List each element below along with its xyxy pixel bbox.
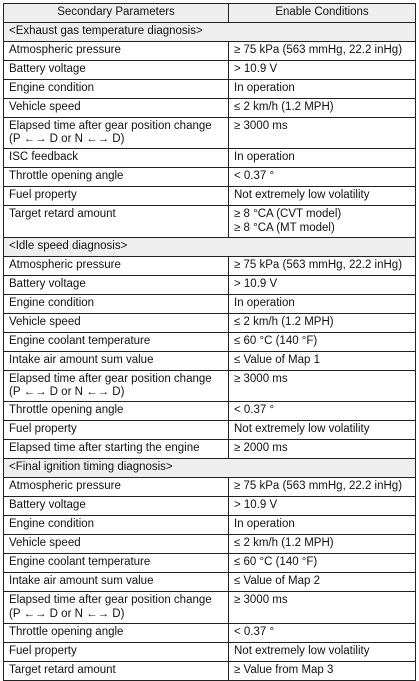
parameter-cell: Atmospheric pressure (4, 42, 229, 61)
parameter-cell: Target retard amount (4, 661, 229, 680)
condition-cell: ≥ 3000 ms (229, 592, 416, 623)
parameter-cell: Engine condition (4, 516, 229, 535)
condition-cell: ≤ 60 °C (140 °F) (229, 332, 416, 351)
table-row (4, 332, 416, 351)
parameter-cell: Throttle opening angle (4, 623, 229, 642)
table-row (4, 99, 416, 118)
section-title: <Exhaust gas temperature diagnosis> (4, 23, 416, 42)
condition-cell: > 10.9 V (229, 275, 416, 294)
parameter-cell: Atmospheric pressure (4, 256, 229, 275)
parameter-cell: Battery voltage (4, 61, 229, 80)
condition-cell: In operation (229, 80, 416, 99)
table-row (4, 440, 416, 459)
section-title: <Idle speed diagnosis> (4, 237, 416, 256)
table-row (4, 187, 416, 206)
parameter-cell: Fuel property (4, 187, 229, 206)
parameter-cell: Throttle opening angle (4, 402, 229, 421)
parameter-cell: Throttle opening angle (4, 168, 229, 187)
table-row (4, 168, 416, 187)
table-row (4, 61, 416, 80)
table-row (4, 42, 416, 61)
header-enable-conditions: Enable Conditions (229, 4, 416, 23)
parameter-cell: Target retard amount (4, 206, 229, 237)
table-row (4, 402, 416, 421)
condition-cell: < 0.37 ° (229, 168, 416, 187)
condition-cell: ≥ 75 kPa (563 mmHg, 22.2 inHg) (229, 478, 416, 497)
parameter-cell: Battery voltage (4, 497, 229, 516)
condition-cell: > 10.9 V (229, 61, 416, 80)
condition-cell: ≥ 3000 ms (229, 370, 416, 401)
table-row (4, 516, 416, 535)
condition-cell: ≤ 2 km/h (1.2 MPH) (229, 535, 416, 554)
table-row (4, 294, 416, 313)
parameter-cell: Atmospheric pressure (4, 478, 229, 497)
parameter-cell: Vehicle speed (4, 99, 229, 118)
parameter-cell: Vehicle speed (4, 313, 229, 332)
parameter-cell: Fuel property (4, 421, 229, 440)
parameter-cell: Engine coolant temperature (4, 332, 229, 351)
table-header-row (4, 4, 416, 23)
table-row (4, 118, 416, 149)
enable-conditions-table (3, 3, 416, 681)
condition-cell: ≤ Value of Map 1 (229, 351, 416, 370)
table-row (4, 535, 416, 554)
parameter-cell: Elapsed time after gear position change (P ←→ D or N ←→ D) (4, 370, 229, 401)
condition-cell: Not extremely low volatility (229, 642, 416, 661)
condition-cell: Not extremely low volatility (229, 421, 416, 440)
table-row (4, 275, 416, 294)
section-header-row (4, 23, 416, 42)
condition-cell: ≥ 8 °CA (CVT model) ≥ 8 °CA (MT model) (229, 206, 416, 237)
table-row (4, 478, 416, 497)
condition-cell: ≤ Value of Map 2 (229, 573, 416, 592)
condition-cell: ≥ Value from Map 3 (229, 661, 416, 680)
parameter-cell: Intake air amount sum value (4, 351, 229, 370)
parameter-cell: Battery voltage (4, 275, 229, 294)
table-row (4, 370, 416, 401)
table-body (4, 23, 416, 681)
condition-cell: ≤ 2 km/h (1.2 MPH) (229, 99, 416, 118)
parameter-cell: Engine condition (4, 294, 229, 313)
conditions-table-wrapper (3, 3, 416, 681)
table-row (4, 661, 416, 680)
condition-cell: ≥ 3000 ms (229, 118, 416, 149)
table-row (4, 421, 416, 440)
condition-cell: In operation (229, 516, 416, 535)
condition-cell: ≥ 75 kPa (563 mmHg, 22.2 inHg) (229, 42, 416, 61)
header-secondary-parameters: Secondary Parameters (4, 4, 229, 23)
table-row (4, 149, 416, 168)
table-row (4, 642, 416, 661)
table-row (4, 206, 416, 237)
table-row (4, 592, 416, 623)
condition-cell: < 0.37 ° (229, 623, 416, 642)
parameter-cell: Intake air amount sum value (4, 573, 229, 592)
table-row (4, 623, 416, 642)
section-header-row (4, 459, 416, 478)
condition-cell: ≤ 60 °C (140 °F) (229, 554, 416, 573)
section-title: <Final ignition timing diagnosis> (4, 459, 416, 478)
parameter-cell: Elapsed time after gear position change (P ←→ D or N ←→ D) (4, 592, 229, 623)
condition-cell: Not extremely low volatility (229, 187, 416, 206)
table-row (4, 497, 416, 516)
table-row (4, 80, 416, 99)
condition-cell: < 0.37 ° (229, 402, 416, 421)
condition-cell: > 10.9 V (229, 497, 416, 516)
condition-cell: ≤ 2 km/h (1.2 MPH) (229, 313, 416, 332)
table-row (4, 573, 416, 592)
parameter-cell: Engine coolant temperature (4, 554, 229, 573)
condition-cell: In operation (229, 294, 416, 313)
section-header-row (4, 237, 416, 256)
parameter-cell: Elapsed time after gear position change (P ←→ D or N ←→ D) (4, 118, 229, 149)
parameter-cell: Vehicle speed (4, 535, 229, 554)
parameter-cell: ISC feedback (4, 149, 229, 168)
parameter-cell: Engine condition (4, 80, 229, 99)
parameter-cell: Fuel property (4, 642, 229, 661)
table-row (4, 256, 416, 275)
condition-cell: ≥ 2000 ms (229, 440, 416, 459)
table-row (4, 313, 416, 332)
condition-cell: ≥ 75 kPa (563 mmHg, 22.2 inHg) (229, 256, 416, 275)
table-row (4, 351, 416, 370)
parameter-cell: Elapsed time after starting the engine (4, 440, 229, 459)
condition-cell: In operation (229, 149, 416, 168)
table-row (4, 554, 416, 573)
